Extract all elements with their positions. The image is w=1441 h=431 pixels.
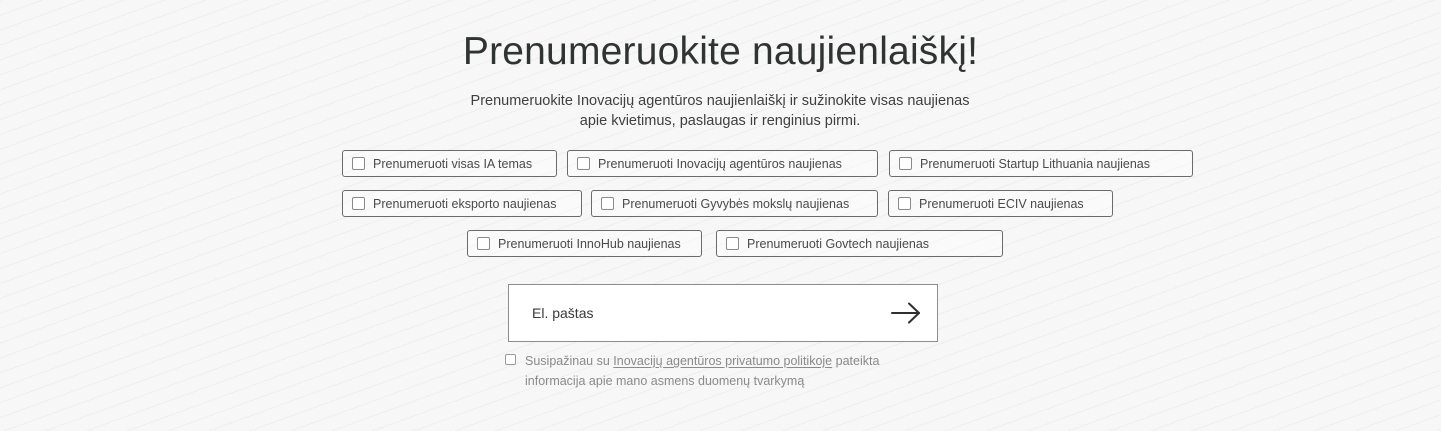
privacy-consent <box>505 351 935 391</box>
email-input[interactable] <box>509 285 879 341</box>
topic-gyvybes-mokslai[interactable] <box>591 190 878 217</box>
topic-label: Prenumeruoti visas IA temas <box>373 156 533 171</box>
checkbox-icon[interactable] <box>577 157 590 170</box>
topic-govtech[interactable] <box>716 230 1003 257</box>
checkbox-icon[interactable] <box>477 237 490 250</box>
topic-label: Prenumeruoti Inovacijų agentūros naujienas <box>598 156 842 171</box>
topic-startup-lithuania[interactable] <box>889 150 1193 177</box>
topic-label: Prenumeruoti eksporto naujienas <box>373 196 557 211</box>
consent-text-before: Susipažinau su <box>525 354 614 368</box>
arrow-right-icon <box>891 302 921 324</box>
topic-label: Prenumeruoti Gyvybės mokslų naujienas <box>622 196 850 211</box>
topic-inovaciju-agentura[interactable] <box>567 150 878 177</box>
checkbox-icon[interactable] <box>899 157 912 170</box>
consent-checkbox[interactable] <box>505 354 516 365</box>
topic-label: Prenumeruoti ECIV naujienas <box>919 196 1084 211</box>
consent-text-after: pateikta informacija apie mano asmens duomenų tvarkymą <box>525 354 880 388</box>
checkbox-icon[interactable] <box>898 197 911 210</box>
topic-label: Prenumeruoti InnoHub naujienas <box>498 236 681 251</box>
topic-innohub[interactable] <box>467 230 702 257</box>
topic-label: Prenumeruoti Startup Lithuania naujienas <box>920 156 1151 171</box>
topic-eciv[interactable] <box>888 190 1113 217</box>
checkbox-icon[interactable] <box>352 157 365 170</box>
page-title: Prenumeruokite naujienlaiškį! <box>462 30 979 73</box>
checkbox-icon[interactable] <box>352 197 365 210</box>
email-field-wrapper <box>508 284 938 342</box>
submit-button[interactable] <box>889 297 923 329</box>
checkbox-icon[interactable] <box>726 237 739 250</box>
topic-label: Prenumeruoti Govtech naujienas <box>747 236 930 251</box>
privacy-policy-link[interactable]: Inovacijų agentūros privatumo politikoje <box>613 354 833 368</box>
consent-text <box>525 351 925 391</box>
page-subtitle: Prenumeruokite Inovacijų agentūros naujienlaiškį ir sužinokite visas naujienas apie kvietimus, paslaugas ir renginius pirmi. <box>470 93 970 129</box>
topic-all-ia[interactable] <box>342 150 557 177</box>
topic-eksportas[interactable] <box>342 190 582 217</box>
checkbox-icon[interactable] <box>601 197 614 210</box>
